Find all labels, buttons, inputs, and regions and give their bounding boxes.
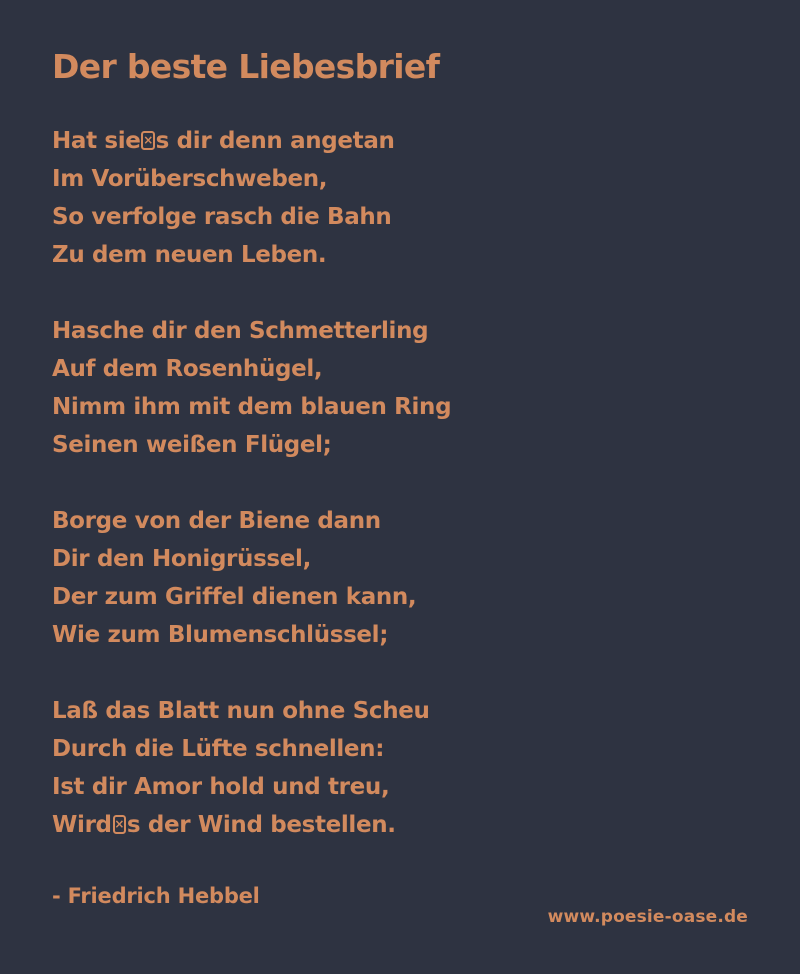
poem-line: Hasche dir den Schmetterling: [52, 318, 429, 345]
poem-line: Dir den Honigrüssel,: [52, 546, 311, 573]
poem-stanza-3: [52, 502, 748, 654]
poem-author: - Friedrich Hebbel: [52, 884, 260, 909]
poem-line: Nimm ihm mit dem blauen Ring: [52, 394, 452, 421]
poem-line: Hat sie × s dir denn angetan: [52, 128, 395, 155]
poem-line: Seinen weißen Flügel;: [52, 432, 332, 459]
poem-line: Wie zum Blumenschlüssel;: [52, 622, 389, 649]
poem-line: Auf dem Rosenhügel,: [52, 356, 323, 383]
poem-line: Ist dir Amor hold und treu,: [52, 774, 390, 801]
poem-stanza-4: [52, 692, 748, 844]
missing-glyph-icon: ×: [141, 131, 154, 149]
poem-stanza-1: [52, 122, 748, 274]
poem-line: Wird × s der Wind bestellen.: [52, 812, 396, 839]
poem-line: Durch die Lüfte schnellen:: [52, 736, 385, 763]
poem-title: Der beste Liebesbrief: [52, 47, 440, 86]
missing-glyph-icon: ×: [113, 815, 126, 833]
poem-line: Im Vorüberschweben,: [52, 166, 328, 193]
poem-stanza-2: [52, 312, 748, 464]
poem-line: So verfolge rasch die Bahn: [52, 204, 392, 231]
poem-line: Laß das Blatt nun ohne Scheu: [52, 698, 430, 725]
poem-line: Der zum Griffel dienen kann,: [52, 584, 417, 611]
poem-line: Borge von der Biene dann: [52, 508, 381, 535]
poem-line: Zu dem neuen Leben.: [52, 242, 327, 269]
website-url: www.poesie-oase.de: [547, 907, 748, 927]
